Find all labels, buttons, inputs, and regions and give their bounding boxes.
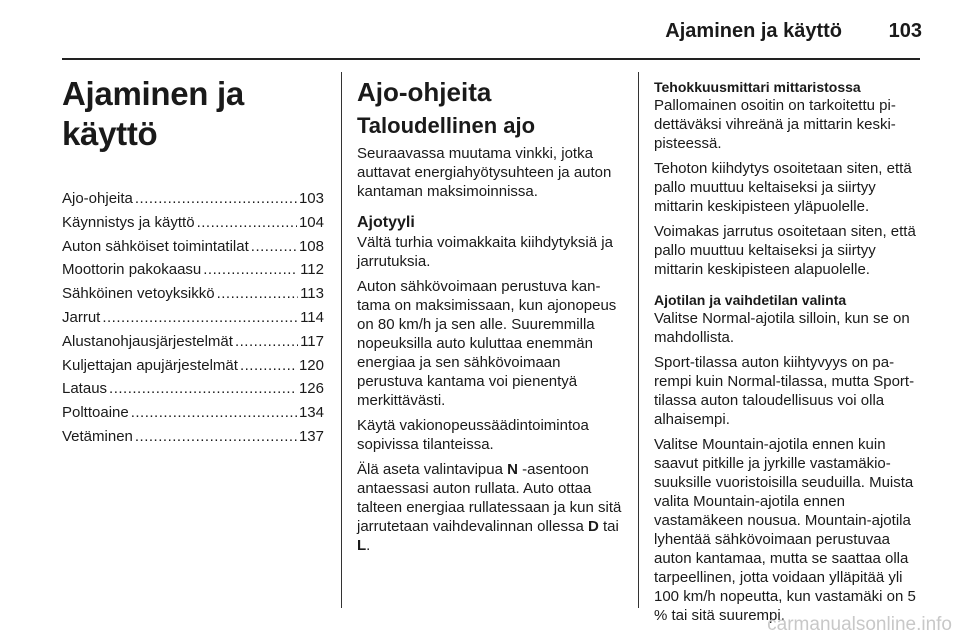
toc-item[interactable] <box>62 308 324 332</box>
toc-item[interactable] <box>62 260 324 284</box>
toc-item[interactable] <box>62 332 324 356</box>
gear-d-label: D <box>587 518 599 535</box>
paragraph: Auton sähkövoimaan perustuva kantama on maksimissaan, kun ajonopeus on 80 km/h ja sen alle. Suuremmilla nopeuksilla auto kuluttaa enemmän energiaa ja sen sähkövoimaan perustuva kantama voi pienentyä merkittävästi. <box>357 278 617 409</box>
toc-page: 126 <box>298 380 324 398</box>
toc-item[interactable] <box>62 284 324 308</box>
toc-page: 117 <box>300 332 324 350</box>
toc-page: 134 <box>298 404 324 422</box>
toc-leader <box>102 308 298 327</box>
toc-label: Käynnistys ja käyttö <box>62 213 195 231</box>
page-number: 103 <box>888 20 922 42</box>
toc-label: Lataus <box>62 380 108 398</box>
column-divider-1 <box>341 72 342 608</box>
chapter-title: Ajaminen ja käyttö <box>62 75 244 152</box>
text-run: -asentoon antaessasi auton rullata. Auto ottaa talteen energiaa rullatessaan ja kun sitä jarrutetaan vaihdevalinnan ollessa <box>357 461 622 535</box>
toc-page: 137 <box>298 427 324 445</box>
toc-label: Sähköinen vetoyksikkö <box>62 285 215 303</box>
header-rule <box>62 58 920 60</box>
toc-leader <box>240 356 297 375</box>
drive-mode-heading: Ajotilan ja vaihdetilan valinta <box>654 292 847 308</box>
paragraph: Sport-tilassa auton kiihtyvyys on parempi kuin Normal-tilassa, mutta Sport-tilassa auton taloudellisuus voi olla alhaisempi. <box>654 354 915 428</box>
toc-item[interactable] <box>62 427 324 451</box>
paragraph: Tehoton kiihdytys osoitetaan siten, että pallo muuttuu keltaiseksi ja siirtyy mittarin keskipisteen yläpuolelle. <box>654 160 912 215</box>
paragraph: Pallomainen osoitin on tarkoitettu pidettäväksi vihreänä ja mittarin keskipisteessä. <box>654 97 896 152</box>
text-run: . <box>366 537 371 554</box>
paragraph: Voimakas jarrutus osoitetaan siten, että pallo muuttuu keltaiseksi ja siirtyy mittarin keskipisteen alapuolelle. <box>654 223 916 278</box>
toc-page: 114 <box>300 308 324 326</box>
subsection-title: Taloudellinen ajo <box>357 113 536 138</box>
paragraph: Käytä vakionopeussäädintoimintoa sopivissa tilanteissa. <box>357 417 589 453</box>
gear-n-label: N <box>507 461 518 478</box>
toc-label: Auton sähköiset toimintatilat <box>62 237 249 255</box>
toc-leader <box>131 403 297 422</box>
toc-leader <box>197 213 297 232</box>
toc-label: Polttoaine <box>62 404 129 422</box>
text-run: tai <box>598 518 619 535</box>
ajotyyli-heading: Ajotyyli <box>357 214 415 231</box>
toc-item[interactable] <box>62 379 324 403</box>
running-header-title: Ajaminen ja käyttö <box>665 20 842 42</box>
gear-l-label: L <box>357 537 367 554</box>
toc-page: 108 <box>298 237 324 255</box>
column-divider-2 <box>638 72 639 608</box>
toc-label: Alustanohjausjärjestelmät <box>62 332 233 350</box>
toc-item[interactable] <box>62 356 324 380</box>
content-column-3 <box>654 72 926 631</box>
toc-leader <box>235 332 298 351</box>
content-column-2 <box>357 72 623 561</box>
toc-leader <box>109 379 297 398</box>
toc-item[interactable] <box>62 237 324 261</box>
toc-label: Ajo-ohjeita <box>62 190 133 207</box>
toc-leader <box>251 237 297 256</box>
toc-list <box>62 189 324 451</box>
efficiency-meter-heading: Tehokkuusmittari mittaristossa <box>654 79 861 95</box>
toc-page: 120 <box>298 356 324 374</box>
toc-item[interactable] <box>62 213 324 237</box>
toc-leader <box>135 427 297 446</box>
toc-item[interactable] <box>62 189 324 213</box>
toc-leader <box>135 189 297 208</box>
toc-page: 112 <box>300 261 324 279</box>
toc-label: Kuljettajan apujärjestelmät <box>62 356 238 374</box>
toc-leader <box>203 260 298 279</box>
toc-page: 104 <box>298 213 324 231</box>
toc-label: Vetäminen <box>62 427 133 445</box>
paragraph: Valitse Mountain-ajotila ennen kuin saavut pitkille ja jyrkille vastamäkiosuuksille vuoristoisilla seuduilla. Muista valita Mountain-ajotila ennen vastamäkeen nousua. Mountain-ajotila lyhentää sähkövoimaan perustuvaa auton kantamaa, mutta se saattaa olla tarpeellinen, jotta voidaan ylläpitää yli 100 km/h nopeutta, kun vastamäki on 5 % tai sitä suurempi. <box>654 436 916 624</box>
intro-paragraph: Seuraavassa muutama vinkki, jotka auttavat energiahyötysuhteen ja auton kantaman maksimoinnissa. <box>357 145 612 200</box>
toc-label: Jarrut <box>62 308 101 326</box>
toc-page: 113 <box>300 285 324 303</box>
text-run: Älä aseta valintavipua <box>357 461 508 478</box>
paragraph: Valitse Normal-ajotila silloin, kun se on mahdollista. <box>654 310 910 346</box>
gear-paragraph <box>357 460 623 555</box>
watermark: carmanualsonline.info <box>767 614 952 635</box>
paragraph: Vältä turhia voimakkaita kiihdytyksiä ja jarrutuksia. <box>357 234 613 270</box>
toc-page: 103 <box>298 190 324 207</box>
chapter-toc-column <box>62 72 324 451</box>
toc-item[interactable] <box>62 403 324 427</box>
toc-leader <box>217 284 298 303</box>
section-title: Ajo-ohjeita <box>357 77 492 107</box>
toc-label: Moottorin pakokaasu <box>62 261 202 279</box>
